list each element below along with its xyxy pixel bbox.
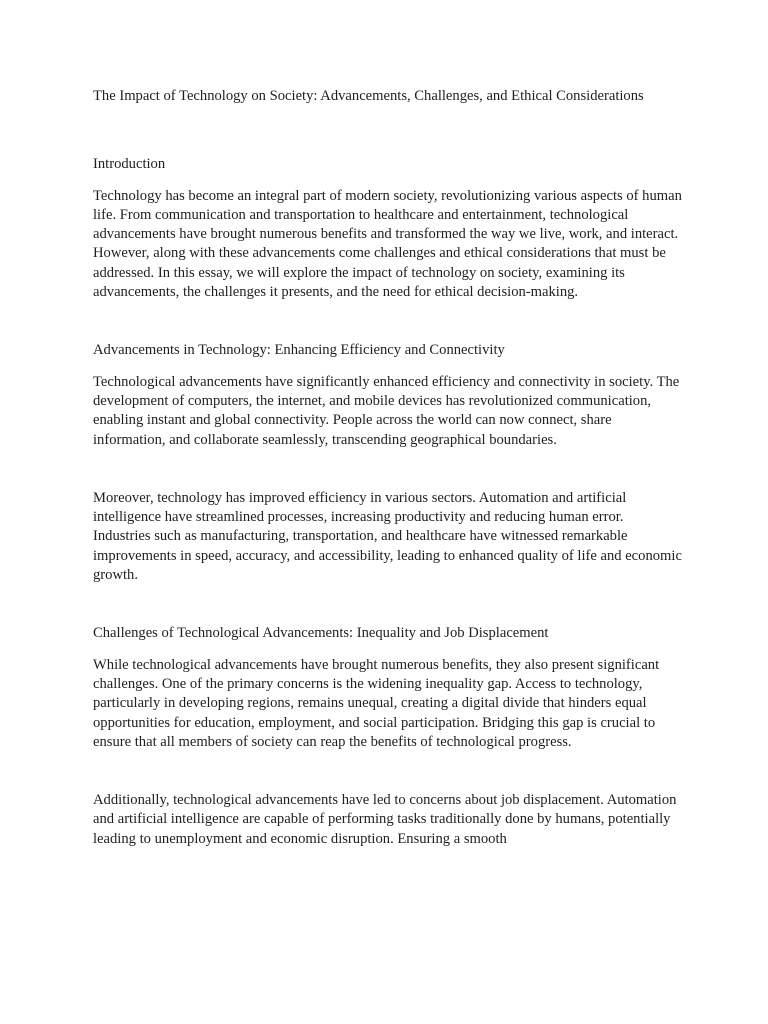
challenges-paragraph-2: Additionally, technological advancements have led to concerns about job displacement. Automation and artificial intelligence are capable of performing tasks traditionally done by humans, potentially leading to unemployment and economic disruption. Ensuring a smooth xyxy=(93,792,677,847)
section-heading-challenges: Challenges of Technological Advancements: Inequality and Job Displacement xyxy=(93,625,549,642)
advancements-paragraph-2: Moreover, technology has improved efficiency in various sectors. Automation and artificial intelligence have streamlined processes, increasing productivity and reducing human error. Industries such as manufacturing, transportation, and healthcare have witnessed remarkable improvements in speed, accuracy, and accessibility, leading to enhanced quality of life and economic growth. xyxy=(93,489,682,584)
section-heading-introduction: Introduction xyxy=(93,156,166,173)
introduction-paragraph: Technology has become an integral part of modern society, revolutionizing various aspects of human life. From communication and transportation to healthcare and entertainment, technological advancements have brought numerous benefits and transformed the way we live, work, and interact. However, along with these advancements come challenges and ethical considerations that must be addressed. In this essay, we will explore the impact of technology on society, examining its advancements, the challenges it presents, and the need for ethical decision-making. xyxy=(93,187,682,301)
document-body xyxy=(93,87,683,849)
advancements-paragraph-1: Technological advancements have significantly enhanced efficiency and connectivity in society. The development of computers, the internet, and mobile devices has revolutionized communication, enabling instant and global connectivity. People across the world can now connect, share information, and collaborate seamlessly, transcending geographical boundaries. xyxy=(93,373,680,448)
document-title: The Impact of Technology on Society: Advancements, Challenges, and Ethical Considerations xyxy=(93,88,644,104)
challenges-paragraph-1: While technological advancements have brought numerous benefits, they also present significant challenges. One of the primary concerns is the widening inequality gap. Access to technology, particularly in developing regions, remains unequal, creating a digital divide that hinders equal opportunities for education, employment, and social participation. Bridging this gap is crucial to ensure that all members of society can reap the benefits of technological progress. xyxy=(93,656,660,750)
section-heading-advancements: Advancements in Technology: Enhancing Efficiency and Connectivity xyxy=(93,342,505,359)
